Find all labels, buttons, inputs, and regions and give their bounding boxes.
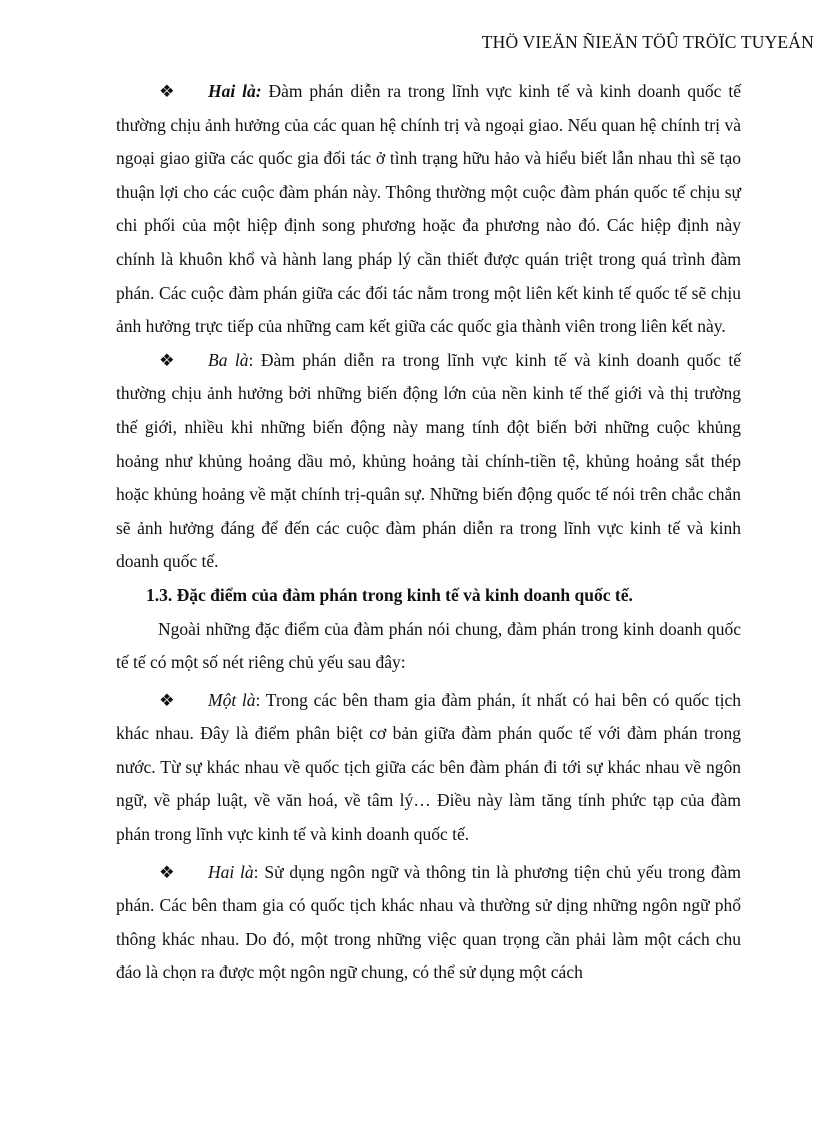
- paragraph-intro: Ngoài những đặc điểm của đàm phán nói chung, đàm phán trong kinh doanh quốc tế tế có một số nét riêng chủ yếu sau đây:: [116, 618, 741, 673]
- paragraph-text: : Sử dụng ngôn ngữ và thông tin là phương tiện chủ yếu trong đàm phán. Các bên tham gia có quốc tịch khác nhau và thường sử dịng những ngôn ngữ phổ thông khác nhau. Do đó, một trong những việc quan trọng cần phải làm một cách chu đáo là chọn ra được một ngôn ngữ chung, có thể sử dụng một cách: [116, 861, 741, 983]
- paragraph-ba-la: [116, 344, 741, 579]
- paragraph-label: Một là: [208, 689, 256, 710]
- document-body: [116, 75, 741, 990]
- diamond-bullet-icon: ❖: [159, 349, 175, 370]
- paragraph-mot-la: [116, 684, 741, 852]
- section-heading: 1.3. Đặc điểm của đàm phán trong kinh tế và kinh doanh quốc tế.: [146, 584, 633, 605]
- paragraph-hai-la-1: [116, 75, 741, 344]
- diamond-bullet-icon: ❖: [159, 689, 175, 710]
- paragraph-label: Hai là:: [208, 81, 262, 101]
- paragraph-label: Ba là: [208, 349, 249, 370]
- paragraph-label: Hai là: [208, 861, 254, 882]
- paragraph-text: : Trong các bên tham gia đàm phán, ít nhất có hai bên có quốc tịch khác nhau. Đây là điểm phân biệt cơ bản giữa đàm phán quốc tế với đàm phán trong nước. Từ sự khác nhau về quốc tịch giữa các bên đàm phán đi tới sự khác nhau về ngôn ngữ, về pháp luật, về văn hoá, về tâm lý… Điều này làm tăng tính phức tạp của đàm phán trong lĩnh vực kinh tế và kinh doanh quốc tế.: [116, 689, 741, 845]
- diamond-bullet-icon: ❖: [159, 81, 175, 101]
- paragraph-text: Đàm phán diễn ra trong lĩnh vực kinh tế và kinh doanh quốc tế thường chịu ảnh hưởng của các quan hệ chính trị và ngoại giao. Nếu quan hệ chính trị và ngoại giao giữa các quốc gia đối tác ở tình trạng hữu hảo và hiểu biết lẫn nhau thì sẽ tạo thuận lợi cho các cuộc đàm phán này. Thông thường một cuộc đàm phán quốc tế chịu sự chi phối của một hiệp định song phương hoặc đa phương nào đó. Các hiệp định này chính là khuôn khổ và hành lang pháp lý cần thiết được quán triệt trong quá trình đàm phán. Các cuộc đàm phán giữa các đối tác nằm trong một liên kết kinh tế quốc tế sẽ chịu ảnh hưởng trực tiếp của những cam kết giữa các quốc gia thành viên trong liên kết này.: [116, 81, 741, 337]
- page-header: THÖ VIEÄN ÑIEÄN TÖÛ TRÖÏC TUYEÁN: [481, 32, 814, 52]
- paragraph-hai-la-2: [116, 856, 741, 990]
- paragraph-text: : Đàm phán diễn ra trong lĩnh vực kinh tế và kinh doanh quốc tế thường chịu ảnh hưởng bởi những biến động lớn của nền kinh tế thế giới và thị trường thế giới, nhiều khi những biến động này mang tính đột biến bởi những cuộc khủng hoảng như khủng hoảng dầu mỏ, khủng hoảng tài chính-tiền tệ, khủng hoảng sắt thép hoặc khủng hoảng về mặt chính trị-quân sự. Những biến động quốc tế nói trên chắc chắn sẽ ảnh hưởng đáng để đến các cuộc đàm phán diễn ra trong lĩnh vực kinh tế và kinh doanh quốc tế.: [116, 349, 741, 572]
- diamond-bullet-icon: ❖: [159, 861, 175, 882]
